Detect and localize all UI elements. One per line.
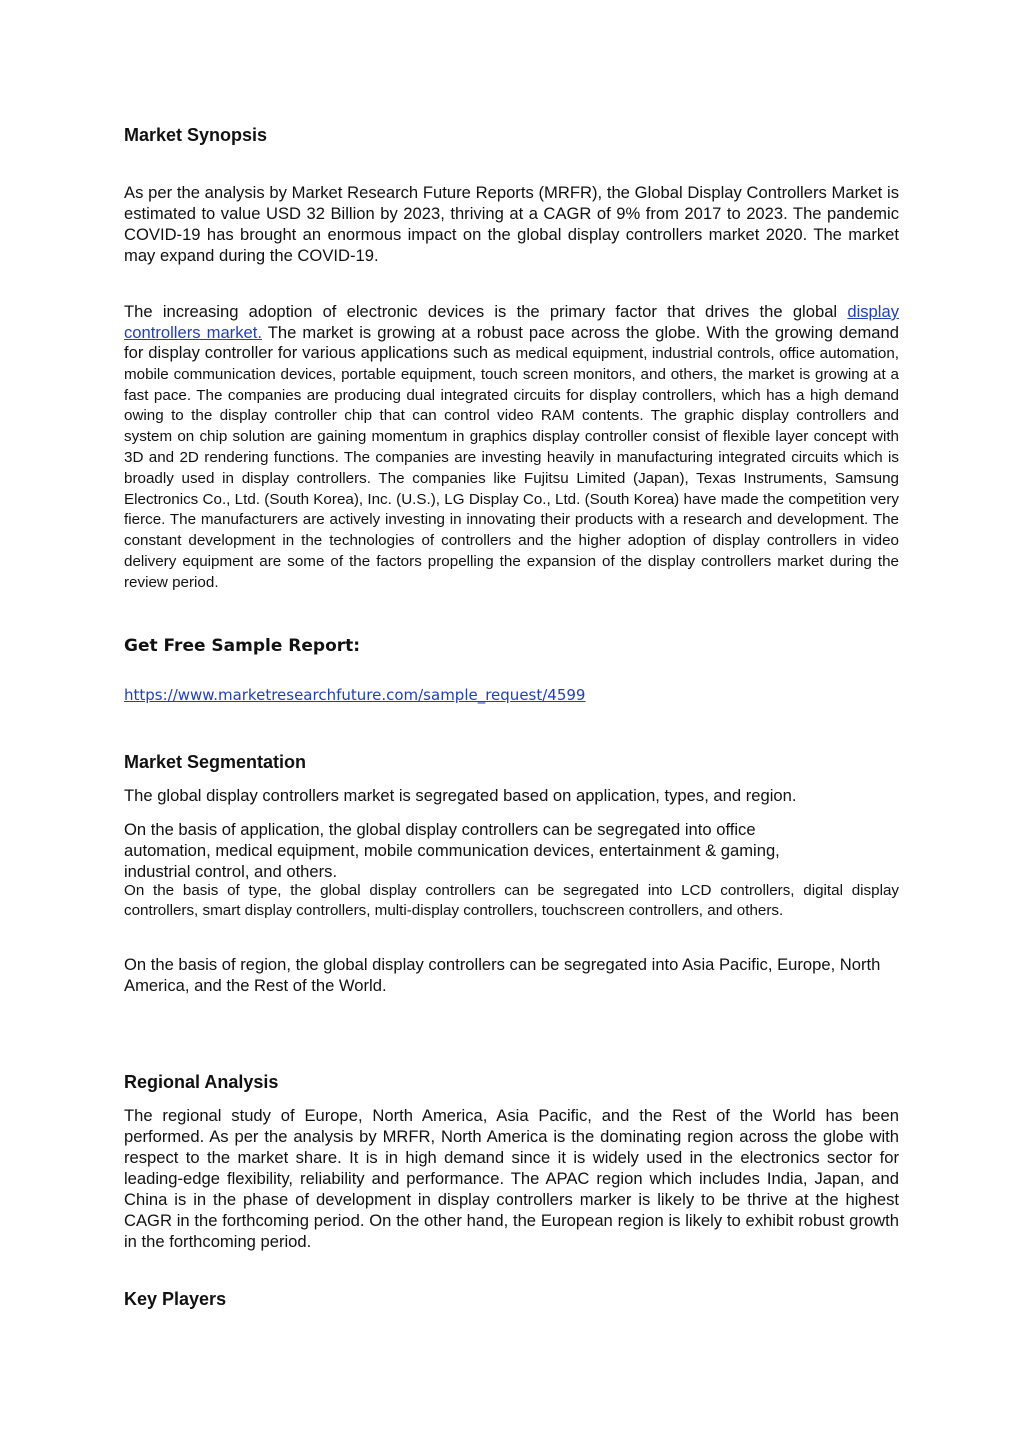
key-players-heading: Key Players: [124, 1289, 227, 1309]
sample-report-heading: Get Free Sample Report:: [124, 636, 361, 656]
segmentation-paragraph-1: The global display controllers market is segregated based on application, types, and region.: [124, 786, 797, 805]
synopsis-paragraph-2: [124, 302, 899, 593]
regional-analysis-heading: Regional Analysis: [124, 1072, 279, 1092]
synopsis-paragraph-1: As per the analysis by Market Research Future Reports (MRFR), the Global Display Controllers Market is estimated to value USD 32 Billion by 2023, thriving at a CAGR of 9% from 2017 to 2023. The pandemic COVID-19 has brought an enormous impact on the global display controllers market 2020. The market may expand during the COVID-19.: [124, 183, 899, 265]
segmentation-paragraph-3: On the basis of type, the global display controllers can be segregated into LCD controllers, digital display controllers, smart display controllers, multi-display controllers, touchscreen controllers, and others.: [124, 882, 899, 919]
para2-start: The increasing adoption of electronic devices is the primary factor that drives the global: [124, 302, 848, 321]
segmentation-paragraph-4: On the basis of region, the global display controllers can be segregated into Asia Pacific, Europe, North America, and the Rest of the World.: [124, 955, 881, 995]
para2-rest: medical equipment, industrial controls, office automation, mobile communication devices, portable equipment, touch screen monitors, and others, the market is growing at a fast pace. The companies are producing dual integrated circuits for display controllers, which has a high demand owing to the display controller chip that can control video RAM contents. The graphic display controllers and system on chip solution are gaining momentum in graphics display controller consist of flexible layer concept with 3D and 2D rendering functions. The companies are investing heavily in manufacturing integrated circuits which is broadly used in display controllers. The companies like Fujitsu Limited (Japan), Texas Instruments, Samsung Electronics Co., Ltd. (South Korea), Inc. (U.S.), LG Display Co., Ltd. (South Korea) have made the competition very fierce. The manufacturers are actively investing in innovating their products with a research and development. The constant development in the technologies of controllers and the higher adoption of display controllers in video delivery equipment are some of the factors propelling the expansion of the display controllers market during the review period.: [124, 345, 899, 591]
display-controllers-market-link[interactable]: display controllers market.: [124, 302, 899, 342]
market-segmentation-heading: Market Segmentation: [124, 752, 307, 772]
para2-mid: The market is growing at a robust pace across the globe. With the growing demand for display controller for various applications such as: [124, 322, 899, 362]
market-synopsis-heading: Market Synopsis: [124, 125, 268, 145]
segmentation-paragraph-2: On the basis of application, the global display controllers can be segregated into office automation, medical equipment, mobile communication devices, entertainment & gaming, industrial control, and others.: [124, 820, 780, 881]
regional-paragraph-1: The regional study of Europe, North America, Asia Pacific, and the Rest of the World has been performed. As per the analysis by MRFR, North America is the dominating region across the globe with respect to the market share. It is in high demand since it is widely used in the electronics sector for leading-edge flexibility, reliability and performance. The APAC region which includes India, Japan, and China is in the phase of development in display controllers marker is likely to be thrive at the highest CAGR in the forthcoming period. On the other hand, the European region is likely to exhibit robust growth in the forthcoming period.: [124, 1106, 899, 1251]
sample-report-link[interactable]: https://www.marketresearchfuture.com/sample_request/4599: [124, 686, 586, 704]
